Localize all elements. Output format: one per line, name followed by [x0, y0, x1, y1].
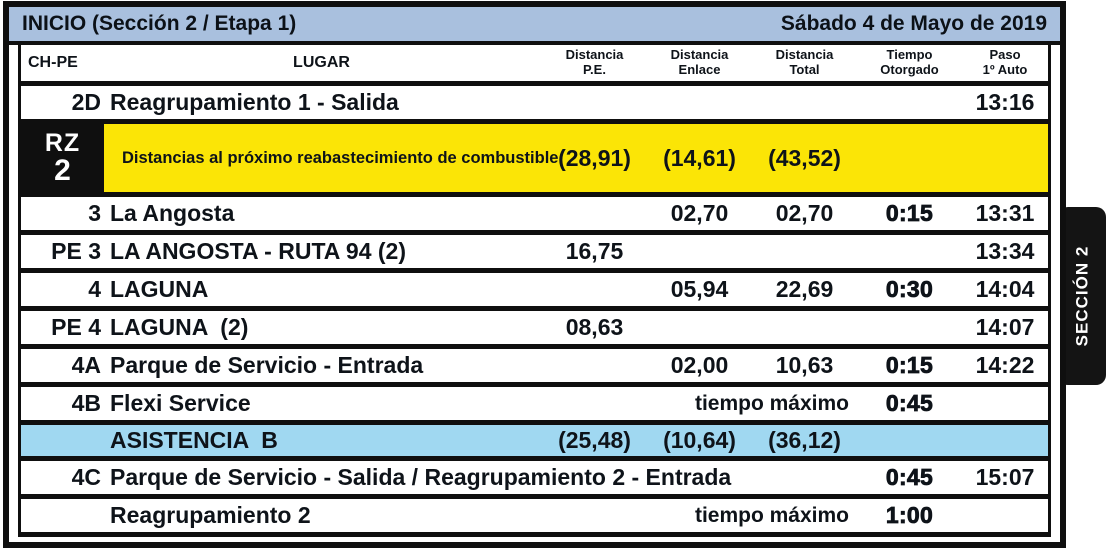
distancia-pe-cell — [542, 461, 647, 494]
distancia-enlace-cell: 05,94 — [670, 276, 729, 302]
table-row — [21, 273, 1048, 311]
table-body — [21, 86, 1048, 537]
paso-1-auto-cell — [962, 387, 1048, 420]
ch-pe-cell: PE 3 — [51, 238, 101, 264]
ch-pe-cell: 4B — [71, 390, 101, 416]
refuel-label: Distancias al próximo reabastecimiento de combustible — [122, 148, 559, 167]
table-header-row — [21, 45, 1048, 86]
distancia-total-cell — [752, 311, 857, 344]
distancia-enlace-cell — [647, 461, 752, 494]
ch-pe-cell: 4A — [71, 352, 101, 378]
lugar-cell: ASISTENCIA B — [110, 427, 278, 453]
tiempo-otorgado-cell — [857, 235, 962, 268]
col-header-lugar: LUGAR — [293, 53, 350, 71]
distancia-total-cell: 22,69 — [775, 276, 834, 302]
col-header-distancia-total: Distancia Total — [775, 47, 834, 77]
paso-1-auto-cell: 14:07 — [975, 314, 1035, 340]
distancia-enlace-cell — [647, 235, 752, 268]
table-row — [21, 349, 1048, 387]
distancia-total-cell: 02,70 — [775, 200, 834, 226]
table-row — [21, 311, 1048, 349]
paso-1-auto-cell: 13:16 — [975, 89, 1035, 115]
paso-1-auto-cell: 13:31 — [975, 200, 1035, 226]
ch-pe-cell: PE 4 — [51, 314, 101, 340]
distancia-enlace-cell — [647, 86, 752, 119]
distancia-pe-cell — [542, 86, 647, 119]
lugar-cell: Flexi Service — [110, 390, 251, 416]
paso-1-auto-cell: 15:07 — [975, 464, 1035, 490]
distancia-pe-cell — [542, 349, 647, 382]
refuel-banner — [104, 124, 1048, 192]
titlebar — [9, 7, 1060, 45]
lugar-cell: Reagrupamiento 1 - Salida — [110, 89, 399, 115]
distancia-pe-cell — [542, 273, 647, 306]
distancia-pe-cell: (28,91) — [558, 144, 631, 171]
distancia-enlace-cell — [647, 311, 752, 344]
table-row — [21, 387, 1048, 425]
distancia-total-cell: (43,52) — [768, 144, 841, 171]
tiempo-otorgado-cell — [857, 86, 962, 119]
lugar-cell: La Angosta — [110, 200, 235, 226]
lugar-cell: Parque de Servicio - Entrada — [110, 352, 424, 378]
col-header-paso-1-auto: Paso 1º Auto — [982, 47, 1028, 77]
table-row — [21, 461, 1048, 499]
col-header-tiempo-otorgado: Tiempo Otorgado — [880, 47, 939, 77]
table-row — [21, 499, 1048, 537]
distancia-total-cell — [752, 461, 857, 494]
tiempo-otorgado-cell — [857, 311, 962, 344]
table-row — [21, 197, 1048, 235]
distancia-enlace-cell: (10,64) — [663, 427, 736, 453]
paso-1-auto-cell — [962, 124, 1048, 192]
distancia-enlace-cell: 02,00 — [670, 352, 729, 378]
ch-pe-cell — [21, 499, 101, 532]
paso-1-auto-cell: 14:22 — [975, 352, 1035, 378]
tiempo-otorgado-cell — [857, 425, 962, 456]
col-header-distancia-enlace: Distancia Enlace — [670, 47, 729, 77]
rz-badge-number: 2 — [54, 153, 71, 187]
distancia-pe-cell: 16,75 — [565, 238, 624, 264]
tiempo-maximo-note: tiempo máximo — [694, 391, 849, 415]
distancia-total-cell — [752, 86, 857, 119]
distancia-total-cell: 10,63 — [775, 352, 834, 378]
distancia-pe-cell — [542, 197, 647, 230]
lugar-cell: LAGUNA (2) — [110, 314, 249, 340]
timecard-table — [18, 45, 1051, 537]
distancia-total-cell: (36,12) — [768, 427, 841, 453]
rz-badge — [21, 124, 104, 192]
page-title: INICIO (Sección 2 / Etapa 1) — [22, 12, 297, 35]
lugar-cell: LAGUNA — [110, 276, 209, 302]
lugar-cell: LA ANGOSTA - RUTA 94 (2) — [110, 238, 407, 264]
table-row — [21, 235, 1048, 273]
paso-1-auto-cell: 14:04 — [975, 276, 1035, 302]
tiempo-otorgado-cell: 0:15 — [885, 352, 934, 378]
tiempo-otorgado-cell: 0:15 — [885, 200, 934, 226]
ch-pe-cell: 4 — [88, 276, 101, 302]
tiempo-maximo-note: tiempo máximo — [694, 503, 849, 527]
distancia-pe-cell: (25,48) — [558, 427, 631, 453]
section-tab-label: SECCIÓN 2 — [1072, 245, 1092, 347]
distancia-enlace-cell: (14,61) — [663, 144, 736, 171]
table-row — [21, 425, 1048, 461]
col-header-ch-pe: CH-PE — [28, 53, 78, 71]
lugar-cell: Parque de Servicio - Salida / Reagrupamiento 2 - Entrada — [110, 464, 732, 490]
tiempo-otorgado-cell: 0:30 — [885, 276, 934, 302]
tiempo-otorgado-cell: 0:45 — [885, 464, 934, 490]
timecard-frame — [3, 1, 1066, 548]
distancia-total-cell — [752, 235, 857, 268]
paso-1-auto-cell — [962, 499, 1048, 532]
tiempo-otorgado-cell: 1:00 — [885, 502, 934, 528]
tiempo-otorgado-cell — [857, 124, 962, 192]
ch-pe-cell: 3 — [88, 200, 101, 226]
paso-1-auto-cell — [962, 425, 1048, 456]
lugar-cell: Reagrupamiento 2 — [110, 502, 311, 528]
col-header-distancia-pe: Distancia P.E. — [565, 47, 624, 77]
distancia-pe-cell: 08,63 — [565, 314, 624, 340]
tiempo-otorgado-cell: 0:45 — [885, 390, 934, 416]
table-row — [21, 124, 1048, 197]
table-row — [21, 86, 1048, 124]
date-label: Sábado 4 de Mayo de 2019 — [780, 12, 1047, 35]
ch-pe-cell: 2D — [71, 89, 101, 115]
distancia-enlace-cell: 02,70 — [670, 200, 729, 226]
paso-1-auto-cell: 13:34 — [975, 238, 1035, 264]
ch-pe-cell — [21, 425, 101, 456]
ch-pe-cell: 4C — [71, 464, 101, 490]
rz-badge-code: RZ — [44, 128, 81, 157]
